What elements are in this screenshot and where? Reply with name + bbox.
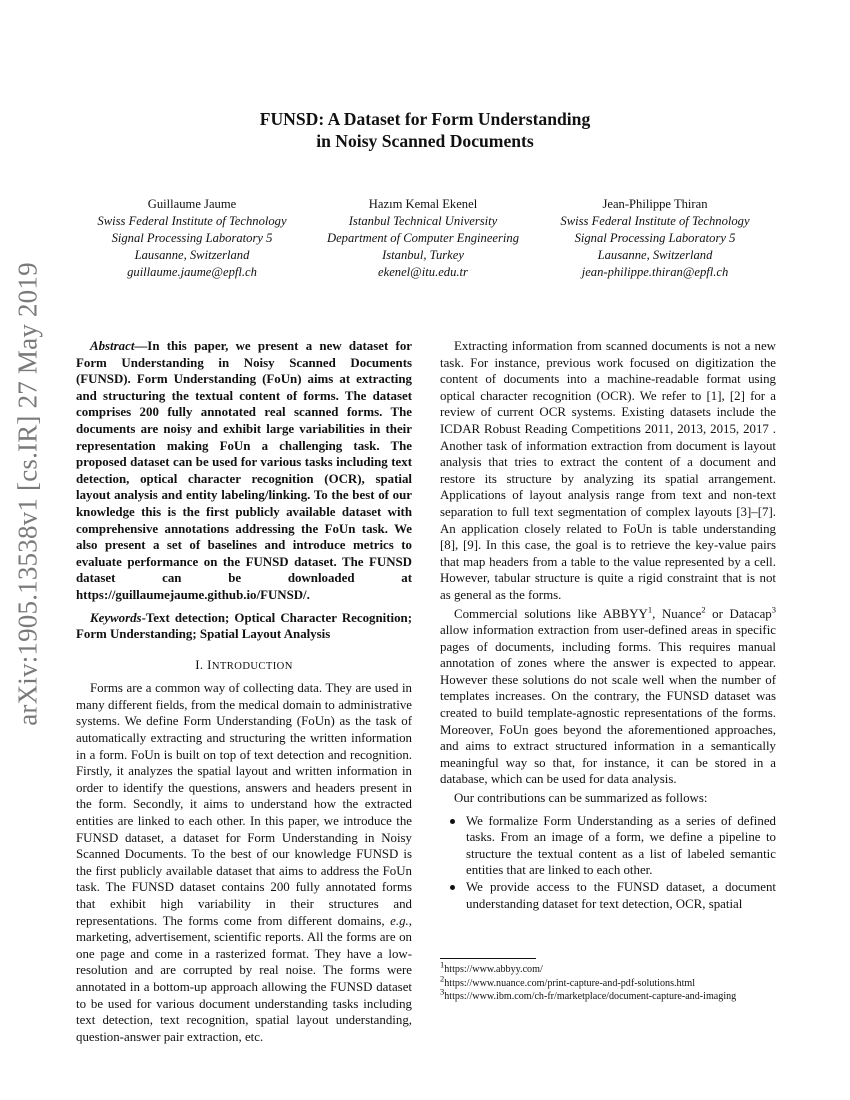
author-affiliation: Swiss Federal Institute of Technology [560,214,750,228]
body-paragraph-1: Extracting information from scanned documents is not a new task. For instance, previous work focused on digitization the content of documents into a machine-readable format using optical character recognition (OCR). We refer to [1], [2] for a review of current OCR systems. Existing datasets include the ICDAR Robust Reading Competitions 2011, 2013, 2015, 2017 . Another task of information extraction from document is layout analysis that tries to extract the content of a document and restore its structure by analyzing its spatial arrangement. Applications of layout analysis range from text and non-text separation to full text segmentation of complex layouts [3]–[7]. An application closely related to FoUn is table understanding [8], [9]. In this case, the goal is to retrieve the key-value pairs that map headers from a table to the value represented by a cell. However, tabular structure is quite a rigid constraint that is not as general as the forms. [440,339,776,602]
section-number: I. [195,657,204,672]
author-affiliation: Istanbul Technical University [348,214,498,228]
intro-text-end: marketing, advertisement, scientific reports. All the forms are on one page and come in a rasterized format. They have a low-resolution and are corrupted by real noise. The forms were annotated in a bottom-up approach allowing the FUNSD dataset to be used for various document understanding tasks including text detection, text recognition, spatial layout understanding, question-answer pair extraction, etc. [76,930,412,1044]
keywords [76,610,412,643]
bullet-icon [450,885,455,890]
author-name: Jean-Philippe Thiran [602,197,708,211]
footnote-link[interactable]: https://www.abbyy.com/ [444,964,543,975]
footnote-mark: 3 [440,986,445,997]
keywords-label: Keywords [90,610,142,625]
author-name: Guillaume Jaume [147,197,237,211]
footnote-ref-1[interactable]: 1 [647,604,653,615]
author-location: Lausanne, Switzerland [134,248,250,262]
footnote-ref-3[interactable]: 3 [771,604,776,615]
right-column [440,338,776,912]
intro-text: Forms are a common way of collecting data. They are used in many different fields, from the medical domain to administrative systems. We define Form Understanding (FoUn) as the task of automatically extracting and structuring the written information in a form. FoUn is built on top of text detection and recognition. Firstly, it analyzes the spatial layout and written information in order to identify the questions, answers and headers present in the form. Secondly, it aims to understand how the extracted entities are linked to each other. In this paper, we introduce the FUNSD dataset, a dataset for Form Understanding in Noisy Scanned Documents. To the best of our knowledge FUNSD is the first publicly available dataset that aims to address the FoUn task. The FUNSD dataset contains 200 fully annotated forms that exhibit high variability in their structures and representations. The forms come from different domains, [76,681,412,928]
footnote-link[interactable]: https://www.ibm.com/ch-fr/marketplace/document-capture-and-imaging [444,991,737,1003]
abstract-label: Abstract [90,339,135,353]
p2-text-c: or Datacap [705,606,772,621]
keywords-text: -Text detection; Optical Character Recognition; Form Understanding; Spatial Layout Analysis [76,610,412,642]
list-item-text: We provide access to the FUNSD dataset, a document understanding dataset for text detection, OCR, spatial [466,880,776,911]
footnote-1 [440,959,820,977]
footnote-ref-2[interactable]: 2 [701,604,706,615]
author-department: Signal Processing Laboratory 5 [111,231,273,245]
section-heading-introduction [76,657,412,676]
arxiv-stamp-text: arXiv:1905.13538v1 [cs.IR] 27 May 2019 [12,262,43,726]
p2-text-b: , Nuance [652,606,702,621]
section-title-initial: I [207,657,212,672]
author-email[interactable]: guillaume.jaume@epfl.ch [127,265,257,279]
footnote-3 [440,986,820,1004]
arxiv-stamp [8,262,48,726]
paper-title-line2: in Noisy Scanned Documents [316,131,534,151]
author-location: Lausanne, Switzerland [597,248,713,262]
author-affiliation: Swiss Federal Institute of Technology [97,214,287,228]
left-column [76,338,412,1045]
section-title-rest: NTRODUCTION [211,660,293,672]
footnotes [440,958,820,1004]
author-block-3 [515,196,795,281]
body-paragraph-2 [440,606,776,789]
list-item-text: We formalize Form Understanding as a series of defined tasks. From an image of a form, we define a pipeline to structure the textual content as a list of labeled semantic entities that are linked to each other. [466,813,776,878]
paper-title-line1: FUNSD: A Dataset for Form Understanding [259,109,591,129]
list-item [440,879,776,912]
p2-text-a: Commercial solutions like ABBYY [454,606,648,621]
footnote-mark: 1 [440,959,445,970]
footnote-mark: 2 [440,973,445,984]
author-email[interactable]: jean-philippe.thiran@epfl.ch [581,265,729,279]
footnote-divider [440,958,536,959]
bullet-icon [450,819,455,824]
intro-paragraph [76,680,412,1045]
paper-title [0,108,850,152]
abstract [76,338,412,604]
author-department: Department of Computer Engineering [326,231,520,245]
footnote-2 [440,973,820,991]
contributions-list [440,813,776,913]
abstract-text: —In this paper, we present a new dataset for Form Understanding in Noisy Scanned Documents (FUNSD). Form Understanding (FoUn) aims at extracting and structuring the textual content of forms. The dataset comprises 200 fully annotated real scanned forms. The documents are noisy and exhibit large variabilities in their representation making FoUn a challenging task. The proposed dataset can be used for various tasks including text detection, optical character recognition (OCR), spatial layout analysis and entity labeling/linking. To the best of our knowledge this is the first publicly available dataset with comprehensive annotations addressing the FoUn task. We also present a set of baselines and introduce metrics to evaluate performance on the FUNSD dataset. The FUNSD dataset can be downloaded at https://guillaumejaume.github.io/FUNSD/. [76,339,412,602]
author-location: Istanbul, Turkey [382,248,464,262]
intro-eg: e.g., [390,913,412,928]
footnote-link[interactable]: https://www.nuance.com/print-capture-and-pdf-solutions.html [444,977,696,989]
author-department: Signal Processing Laboratory 5 [574,231,736,245]
body-paragraph-3: Our contributions can be summarized as follows: [454,791,708,806]
author-name: Hazım Kemal Ekenel [368,197,478,211]
list-item [440,813,776,879]
p2-text-d: allow information extraction from user-defined areas in specific pages of documents, including forms. This requires manual annotation of zones where the answer is expected to appear. However these solutions do not scale well when the number of templates increases. On the contrary, the FUNSD dataset was created to build template-agnostic representations of the forms. Moreover, FoUn goes beyond the aforementioned approaches, and aims to extract structured information in a semantically meaningful way so that, for instance, it can be stored in a database, which can be used for data analysis. [440,623,776,787]
author-email[interactable]: ekenel@itu.edu.tr [378,265,468,279]
